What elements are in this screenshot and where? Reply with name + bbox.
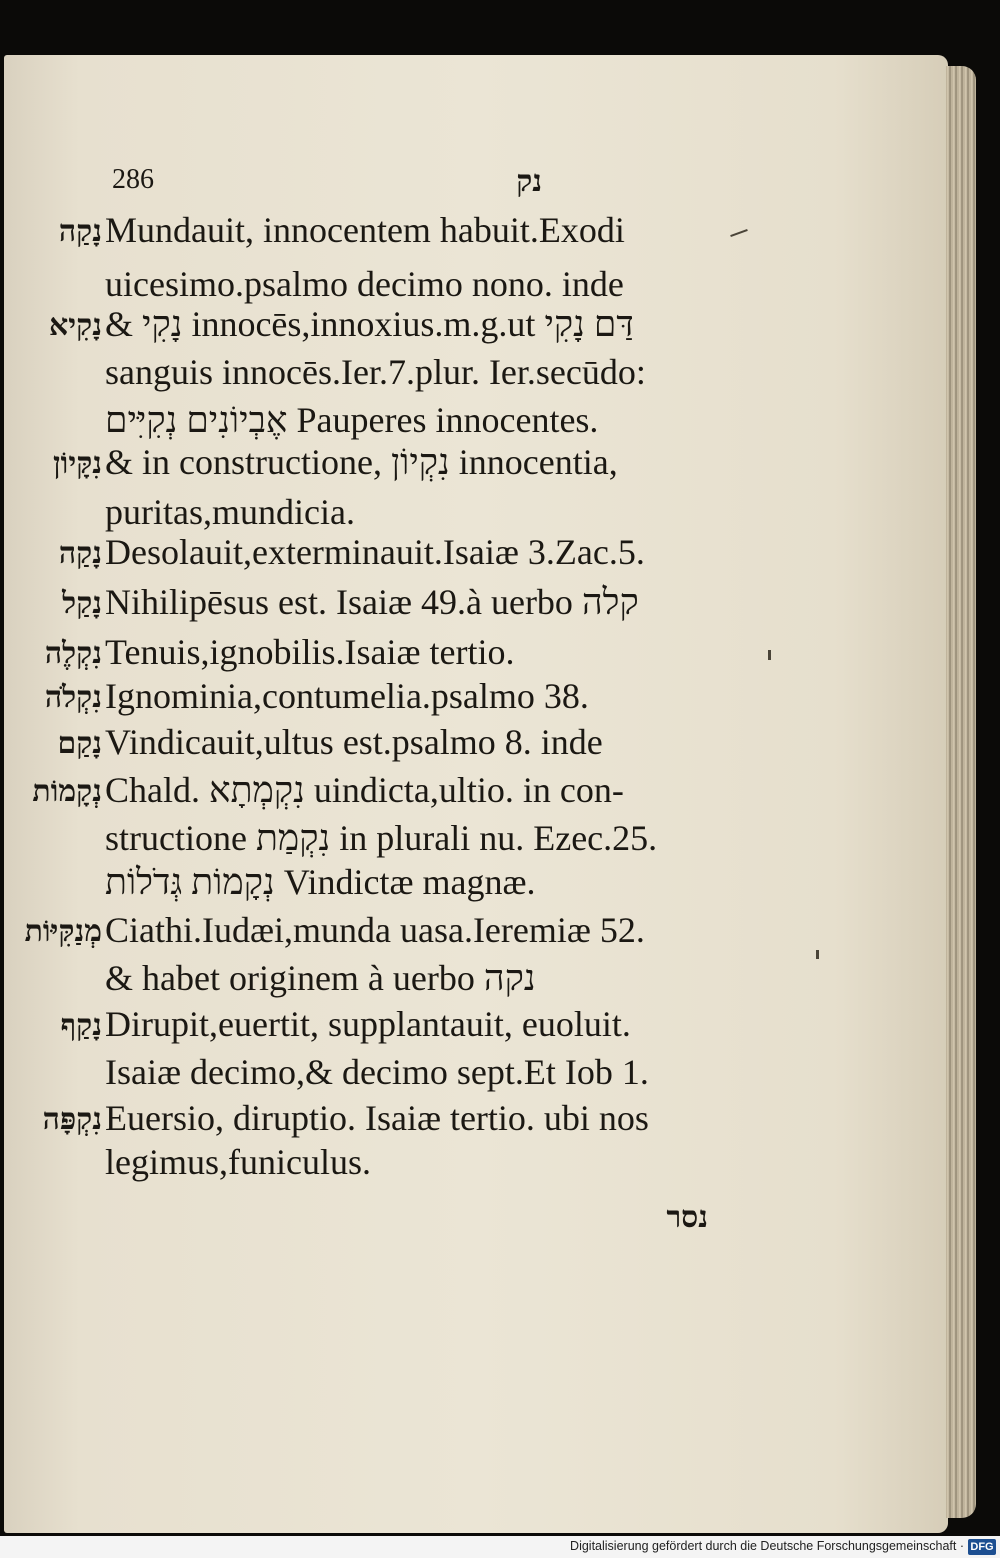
- entry-line: Vindicauit,ultus est.psalmo 8. inde: [105, 722, 603, 762]
- entry-line: uicesimo.psalmo decimo nono. inde: [105, 264, 624, 304]
- headword: נָקִיא: [49, 308, 102, 343]
- catchword: נסר: [666, 1200, 708, 1235]
- headword: נָקַה: [58, 536, 102, 571]
- entry-line: Ignominia,contumelia.psalmo 38.: [105, 676, 589, 716]
- entry-line: & נָקִי innocēs,innoxius.m.g.ut דַּם נָקִי: [105, 304, 634, 344]
- entry-line: Nihilipēsus est. Isaiæ 49.à uerbo קלה: [105, 582, 639, 622]
- page-number: 286: [112, 164, 154, 195]
- entry-line: sanguis innocēs.Ier.7.plur. Ier.secūdo:: [105, 352, 646, 392]
- entry-line: structione נִקְמַת in plurali nu. Ezec.25.: [105, 818, 658, 858]
- entry-line: Ciathi.Iudæi,munda uasa.Ieremiæ 52.: [105, 910, 645, 950]
- entry-line: Euersio, diruptio. Isaiæ tertio. ubi nos: [105, 1098, 649, 1138]
- entry-line: Chald. נִקְמְתָא uindicta,ultio. in con-: [105, 770, 624, 810]
- running-head: נק: [516, 164, 542, 199]
- ink-speck: [768, 650, 771, 660]
- entry-line: Isaiæ decimo,& decimo sept.Et Iob 1.: [105, 1052, 649, 1092]
- headword: נָקַף: [60, 1008, 102, 1043]
- entry-line: Tenuis,ignobilis.Isaiæ tertio.: [105, 632, 515, 672]
- entry-line: אֶבְיוֹנִים נְקִיִּים Pauperes innocentes.: [105, 400, 599, 440]
- dfg-logo: DFG: [968, 1539, 996, 1555]
- ink-speck: [816, 950, 819, 959]
- entry-line: נְקָמוֹת גְּדֹלוֹת Vindictæ magnæ.: [105, 862, 536, 902]
- headword: נְקָמוֹת: [32, 774, 102, 809]
- headword: נִקְפָּה: [42, 1102, 102, 1137]
- entry-line: & habet originem à uerbo נקה: [105, 958, 536, 998]
- entry-line: puritas,mundicia.: [105, 492, 355, 532]
- headword: נִקָּיוֹן: [53, 446, 102, 481]
- headword: מְנַקִּיּוֹת: [24, 914, 102, 949]
- headword: נִקְלֶה: [44, 636, 102, 671]
- headword: נָקַה: [58, 214, 102, 249]
- entry-line: Dirupit,euertit, supplantauit, euoluit.: [105, 1004, 631, 1044]
- headword: נָקַל: [62, 586, 102, 621]
- entry-line: legimus,funiculus.: [105, 1142, 371, 1182]
- funding-credit: Digitalisierung gefördert durch die Deutsche Forschungsgemeinschaft ·: [570, 1539, 964, 1553]
- headword: נִקְלֹה: [44, 680, 102, 715]
- headword: נָקַם: [57, 726, 102, 761]
- entry-line: & in constructione, נִקְיוֹן innocentia,: [105, 442, 618, 482]
- footer-bar: [0, 1536, 1000, 1558]
- entry-line: Desolauit,exterminauit.Isaiæ 3.Zac.5.: [105, 532, 645, 572]
- entry-line: Mundauit, innocentem habuit.Exodi: [105, 210, 625, 250]
